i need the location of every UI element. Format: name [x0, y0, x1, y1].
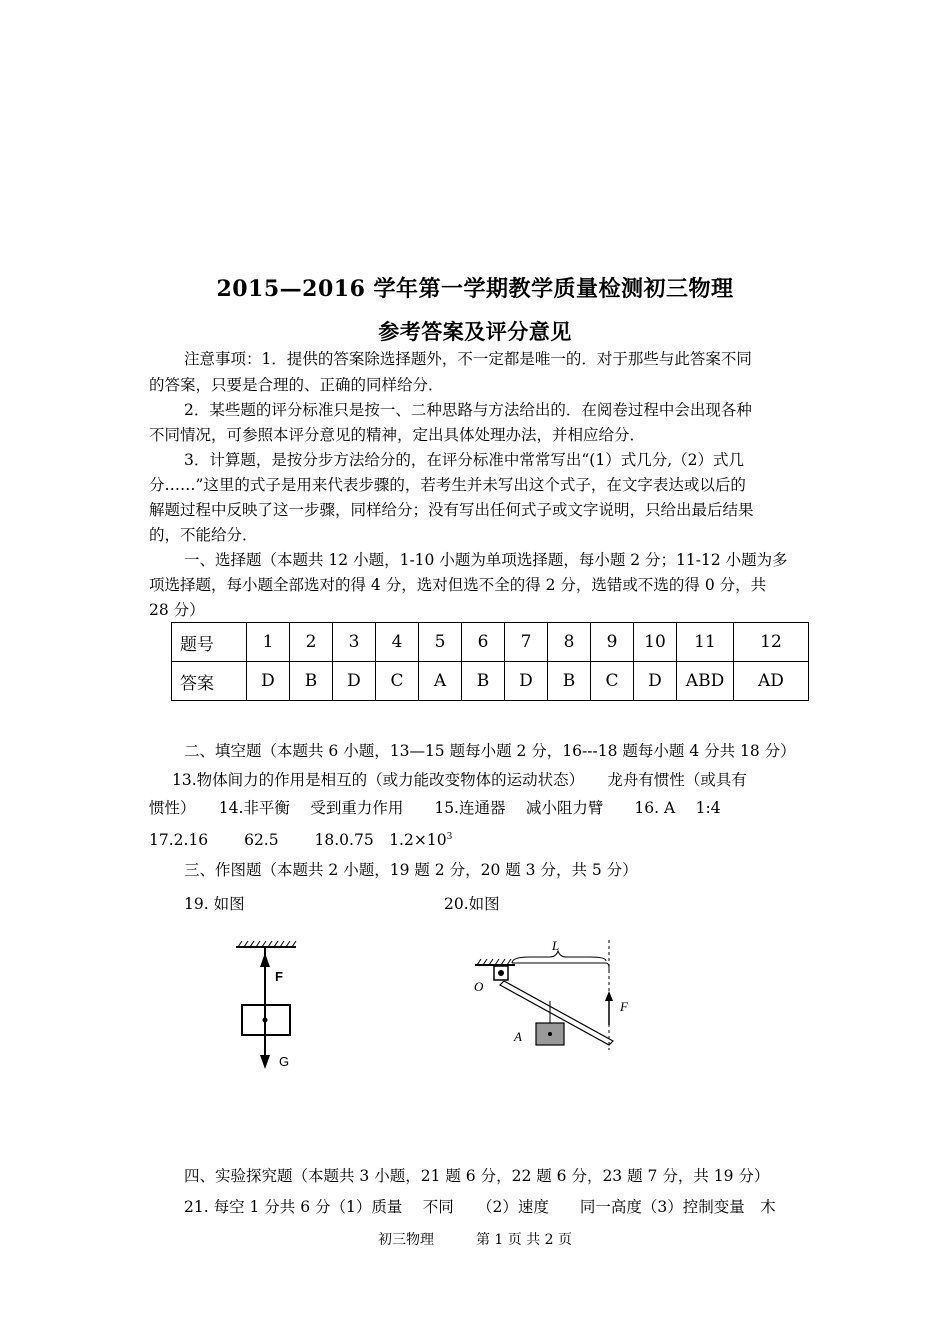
note-3c: 解题过程中反映了这一步骤，同样给分；没有写出任何式子或文字说明，只给出最后结果: [149, 501, 754, 519]
section3-header: 三、作图题（本题共 2 小题，19 题 2 分，20 题 3 分，共 5 分）: [184, 861, 638, 879]
row-label-number: 题号: [172, 623, 247, 662]
table-cell: C: [376, 662, 419, 701]
table-row-numbers: [172, 623, 809, 662]
page-footer: 初三物理 第 1 页 共 2 页: [377, 1232, 573, 1248]
table-cell: AD: [734, 662, 809, 701]
table-cell: D: [634, 662, 677, 701]
note-1b: 的答案，只要是合理的、正确的同样给分．: [149, 376, 444, 394]
note-3d: 的，不能给分．: [149, 526, 258, 544]
pivot-o-label: O: [474, 979, 484, 994]
table-cell: D: [247, 662, 290, 701]
table-cell: 7: [505, 623, 548, 662]
note-2a: 2．某些题的评分标准只是按一、二种思路与方法给出的．在阅卷过程中会出现各种: [184, 401, 752, 419]
table-cell: 1: [247, 623, 290, 662]
table-cell: A: [419, 662, 462, 701]
table-cell: 12: [734, 623, 809, 662]
table-cell: 4: [376, 623, 419, 662]
figure-19: [228, 935, 318, 1075]
table-cell: ABD: [677, 662, 734, 701]
table-cell: B: [290, 662, 333, 701]
page-subtitle: 参考答案及评分意见: [378, 319, 572, 344]
section1-line3: 28 分）: [149, 601, 205, 619]
force-f-label: F: [275, 969, 283, 984]
section4-line1: 21. 每空 1 分共 6 分（1）质量 不同 （2）速度 同一高度（3）控制变量 木: [184, 1198, 776, 1216]
force-g-label: G: [279, 1054, 290, 1069]
table-row-answers: [172, 662, 809, 701]
table-cell: 8: [548, 623, 591, 662]
table-cell: 9: [591, 623, 634, 662]
table-cell: 5: [419, 623, 462, 662]
section2-line1: 13.物体间力的作用是相互的（或力能改变物体的运动状态） 龙舟有惯性（或具有: [172, 771, 747, 789]
note-1a: 注意事项：1．提供的答案除选择题外，不一定都是唯一的．对于那些与此答案不同: [184, 350, 752, 368]
q19-label: 19. 如图: [184, 895, 245, 913]
note-3a: 3．计算题，是按分步方法给分的，在评分标准中常常写出“(1）式几分,（2）式几: [184, 451, 744, 469]
page-title: 2015—2016 学年第一学期教学质量检测初三物理: [216, 276, 734, 302]
section1-line2: 项选择题，每小题全部选对的得 4 分，选对但选不全的得 2 分，选错或不选的得 0 分，共: [149, 576, 767, 594]
table-cell: B: [462, 662, 505, 701]
table-cell: 11: [677, 623, 734, 662]
answer-table: [171, 622, 809, 701]
note-3b: 分……”这里的式子是用来代表步骤的，若考生并未写出这个式子，在文字表达或以后的: [149, 476, 746, 494]
exponent: 3: [446, 832, 453, 842]
table-cell: 2: [290, 623, 333, 662]
table-cell: 6: [462, 623, 505, 662]
section1-line1: 一、选择题（本题共 12 小题，1-10 小题为单项选择题，每小题 2 分；11-12 小题为多: [184, 551, 788, 569]
section4-header: 四、实验探究题（本题共 3 小题，21 题 6 分，22 题 6 分，23 题 7 分，共 19 分）: [184, 1167, 770, 1185]
figure-20: [470, 935, 640, 1055]
section2-header: 二、填空题（本题共 6 小题，13—15 题每小题 2 分，16---18 题每小题 4 分共 18 分）: [184, 742, 796, 760]
table-cell: 10: [634, 623, 677, 662]
table-cell: D: [333, 662, 376, 701]
table-cell: D: [505, 662, 548, 701]
note-2b: 不同情况，可参照本评分意见的精神，定出具体处理办法，并相应给分．: [149, 426, 646, 444]
section2-line2: 惯性） 14.非平衡 受到重力作用 15.连通器 减小阻力臂 16. A 1:4: [149, 799, 721, 817]
weight-a-label: A: [514, 1029, 522, 1044]
table-cell: 3: [333, 623, 376, 662]
section2-line3-text: 17.2.16 62.5 18.0.75 1.2×10: [149, 831, 447, 850]
section2-line3: [149, 825, 801, 852]
length-l-label: L: [552, 938, 560, 953]
table-cell: C: [591, 662, 634, 701]
force-f-label: F: [620, 999, 628, 1014]
row-label-answer: 答案: [172, 662, 247, 701]
q20-label: 20.如图: [444, 895, 500, 913]
table-cell: B: [548, 662, 591, 701]
